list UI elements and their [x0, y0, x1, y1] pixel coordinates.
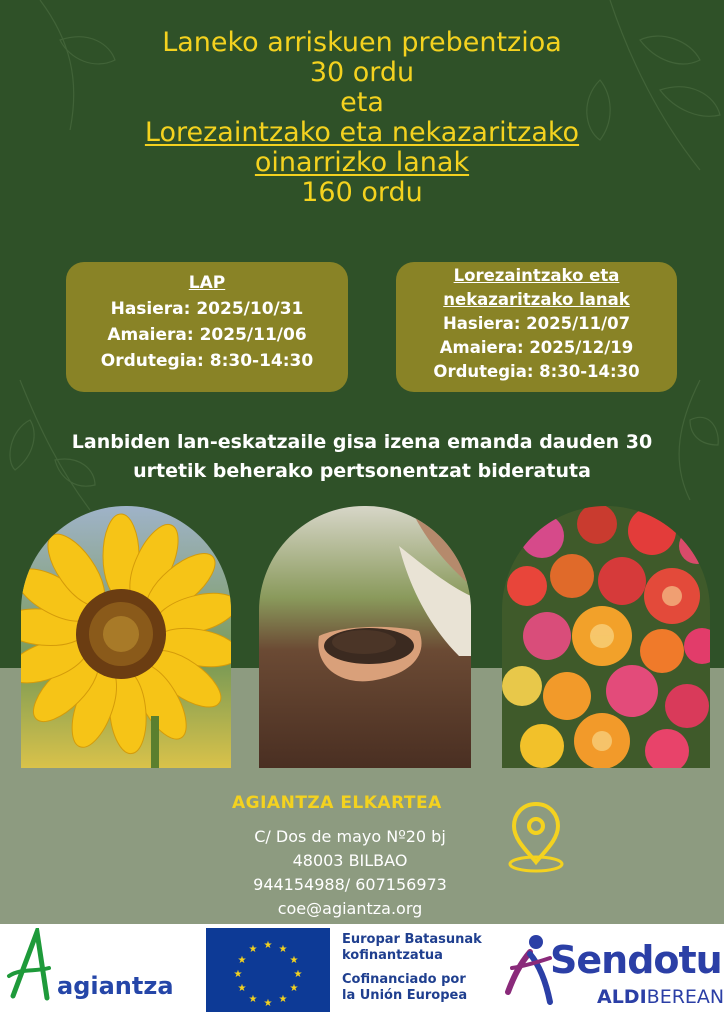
target-line-2: urtetik beherako pertsonentzat bideratuta	[133, 460, 591, 482]
sendotu-sub-bold: ALDI	[597, 986, 647, 1008]
svg-text:★: ★	[237, 983, 247, 994]
svg-text:★: ★	[263, 940, 273, 951]
sunflower-image	[21, 506, 231, 768]
course-schedule: Ordutegia: 8:30-14:30	[433, 362, 640, 381]
course-end: Amaiera: 2025/11/06	[107, 325, 307, 345]
title-line-4: Lorezaintzako eta nekazaritzako	[144, 117, 580, 148]
agiantza-logo	[5, 928, 175, 1018]
svg-text:★: ★	[263, 998, 273, 1009]
svg-text:★: ★	[248, 994, 258, 1005]
eu-line-2: kofinantzatua	[342, 948, 443, 963]
course-header-2: nekazaritzako lanak	[443, 290, 630, 309]
title-line-2: 30 ordu	[309, 57, 415, 88]
eu-cofunding-logo	[206, 928, 498, 1014]
eu-flag-icon	[206, 928, 330, 1012]
sendotu-logo	[500, 928, 724, 1018]
course-header-1: Lorezaintzako eta	[453, 266, 620, 285]
svg-text:★: ★	[248, 944, 258, 955]
course-schedule: Ordutegia: 8:30-14:30	[100, 351, 314, 371]
svg-text:★: ★	[289, 983, 299, 994]
eu-line-4: la Unión Europea	[342, 988, 468, 1003]
title-line-3: eta	[340, 87, 384, 118]
location-pin-icon	[506, 798, 566, 874]
address: C/ Dos de mayo Nº20 bj	[254, 827, 446, 846]
sendotu-subtitle	[597, 986, 724, 1008]
course-box-garden	[396, 262, 677, 392]
email[interactable]: coe@agiantza.org	[277, 899, 423, 918]
course-box-lap	[66, 262, 348, 392]
svg-text:★: ★	[293, 969, 303, 980]
contact-block	[210, 825, 490, 921]
eu-text	[342, 932, 482, 1004]
course-end: Amaiera: 2025/12/19	[439, 338, 634, 357]
svg-text:★: ★	[278, 994, 288, 1005]
course-header: LAP	[188, 273, 226, 293]
sendotu-wordmark: Sendotu	[550, 938, 722, 982]
flowers-image	[502, 506, 710, 768]
svg-text:★: ★	[289, 955, 299, 966]
title-line-1: Laneko arriskuen prebentzioa	[162, 27, 562, 58]
svg-text:★: ★	[237, 955, 247, 966]
org-name: AGIANTZA ELKARTEA	[232, 793, 442, 813]
title-line-6: 160 ordu	[301, 177, 423, 208]
soil-hands-image	[259, 506, 471, 768]
svg-text:★: ★	[278, 944, 288, 955]
agiantza-wordmark: agiantza	[57, 972, 174, 1000]
target-line-1: Lanbiden lan-eskatzaile gisa izena emanda dauden 30	[71, 431, 653, 453]
course-start: Hasiera: 2025/10/31	[110, 299, 304, 319]
svg-text:★: ★	[233, 969, 243, 980]
eu-line-3: Cofinanciado por	[342, 972, 466, 987]
eu-line-1: Europar Batasunak	[342, 932, 482, 947]
city: 48003 BILBAO	[292, 851, 408, 870]
agiantza-a-icon	[5, 928, 65, 1008]
title-line-5: oinarrizko lanak	[254, 147, 470, 178]
course-start: Hasiera: 2025/11/07	[442, 314, 631, 333]
phone[interactable]: 944154988/ 607156973	[253, 875, 447, 894]
target-audience	[0, 428, 724, 486]
sendotu-sub-regular: BEREAN	[646, 986, 724, 1008]
title-block	[0, 28, 724, 208]
